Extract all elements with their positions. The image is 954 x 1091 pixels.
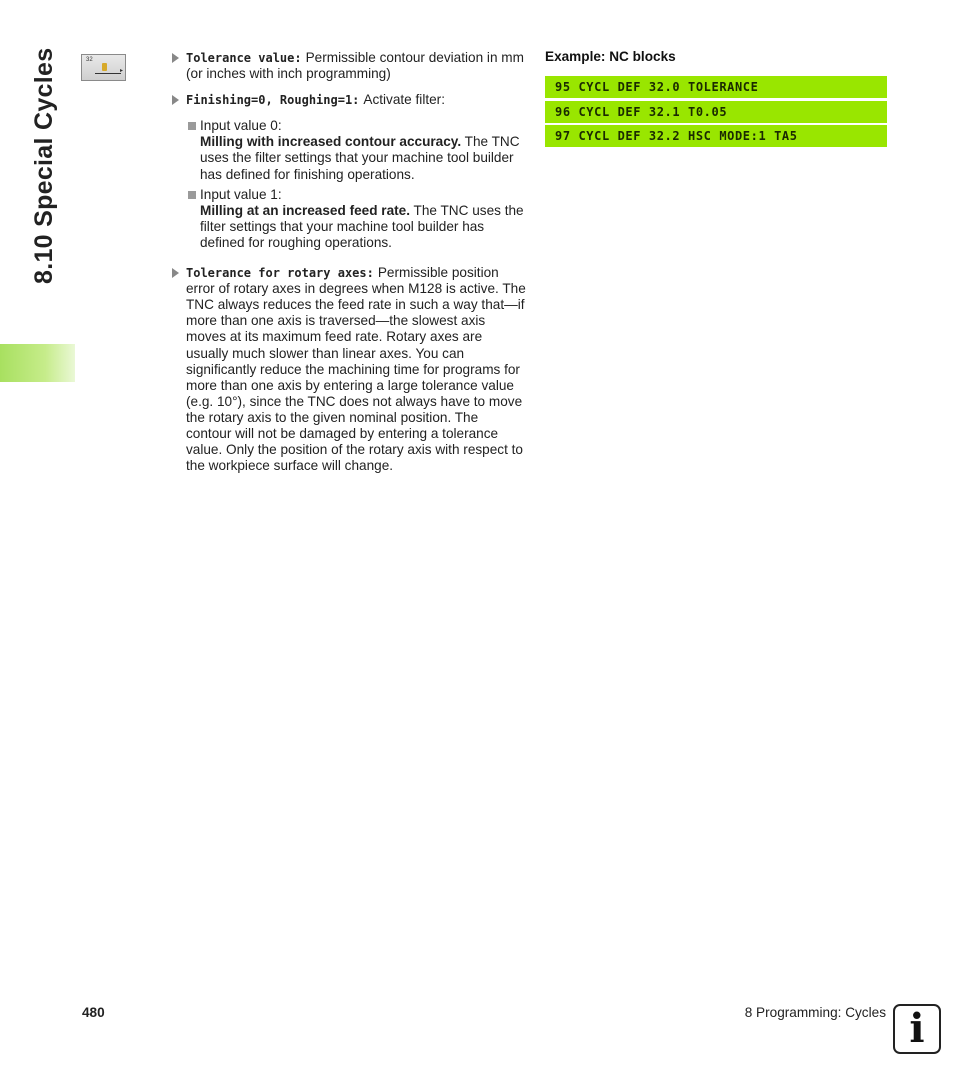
option-bold: Milling at an increased feed rate. — [200, 202, 411, 218]
arrow-icon: ▸ — [120, 68, 124, 74]
path-line-icon — [95, 73, 121, 74]
param-keyword: Tolerance value: — [186, 51, 302, 65]
section-title-text: 8.10 Special Cycles — [30, 47, 58, 284]
page-number: 480 — [82, 1005, 105, 1020]
option-bold: Milling with increased contour accuracy. — [200, 134, 462, 150]
bullet-triangle-icon — [172, 95, 179, 105]
option-text: The TNC uses the filter settings that your machine tool builder has defined for roughing operations. — [200, 202, 524, 250]
bullet-square-icon — [188, 122, 196, 130]
info-icon — [893, 1004, 941, 1054]
filter-option-0 — [172, 118, 527, 182]
param-keyword: Finishing=0, Roughing=1: — [186, 93, 360, 108]
bullet-square-icon — [188, 191, 196, 199]
cycle-32-icon — [81, 54, 126, 81]
tool-icon — [102, 63, 107, 71]
option-description — [200, 134, 527, 182]
cycle-number: 32 — [86, 57, 93, 63]
bullet-triangle-icon — [172, 268, 179, 278]
filter-option-1 — [172, 187, 527, 251]
chapter-tab-marker — [0, 344, 75, 382]
option-label: Input value 1: — [200, 186, 282, 202]
nc-block: 95 CYCL DEF 32.0 TOLERANCE — [545, 76, 887, 98]
example-title: Example: NC blocks — [545, 49, 676, 64]
param-tolerance-value — [172, 50, 527, 82]
param-text: Permissible contour deviation in mm (or inches with inch programming) — [186, 50, 524, 82]
param-rotary-tolerance — [172, 265, 527, 474]
param-filter — [172, 92, 527, 251]
nc-block: 96 CYCL DEF 32.1 T0.05 — [545, 101, 887, 123]
bullet-triangle-icon — [172, 53, 179, 63]
option-label: Input value 0: — [200, 118, 282, 134]
info-glyph: i — [909, 1005, 925, 1052]
param-keyword: Tolerance for rotary axes: — [186, 266, 374, 281]
nc-block: 97 CYCL DEF 32.2 HSC MODE:1 TA5 — [545, 125, 887, 147]
chapter-label: 8 Programming: Cycles — [744, 1005, 886, 1020]
param-text: Permissible position error of rotary axes in degrees when M128 is active. The TNC always reduces the feed rate in such a way that—if more than one axis is traversed—the slowest axis moves at its maximum feed rate. Rotary axes are usually much slower than linear axes. You can significantly reduce the machining time for programs for more than one axis by entering a large tolerance value (e.g. 10°), since the TNC does not always have to move the rotary axis to the given nominal position. The contour will not be damaged by entering a tolerance value. Only the position of the rotary axis with respect to the workpiece surface will change. — [186, 265, 526, 474]
option-description — [200, 203, 527, 251]
section-title-vertical — [30, 47, 64, 292]
param-text: Activate filter: — [363, 92, 445, 108]
parameter-list — [172, 50, 527, 482]
option-text: The TNC uses the filter settings that your machine tool builder has defined for finishing operations. — [200, 134, 520, 182]
